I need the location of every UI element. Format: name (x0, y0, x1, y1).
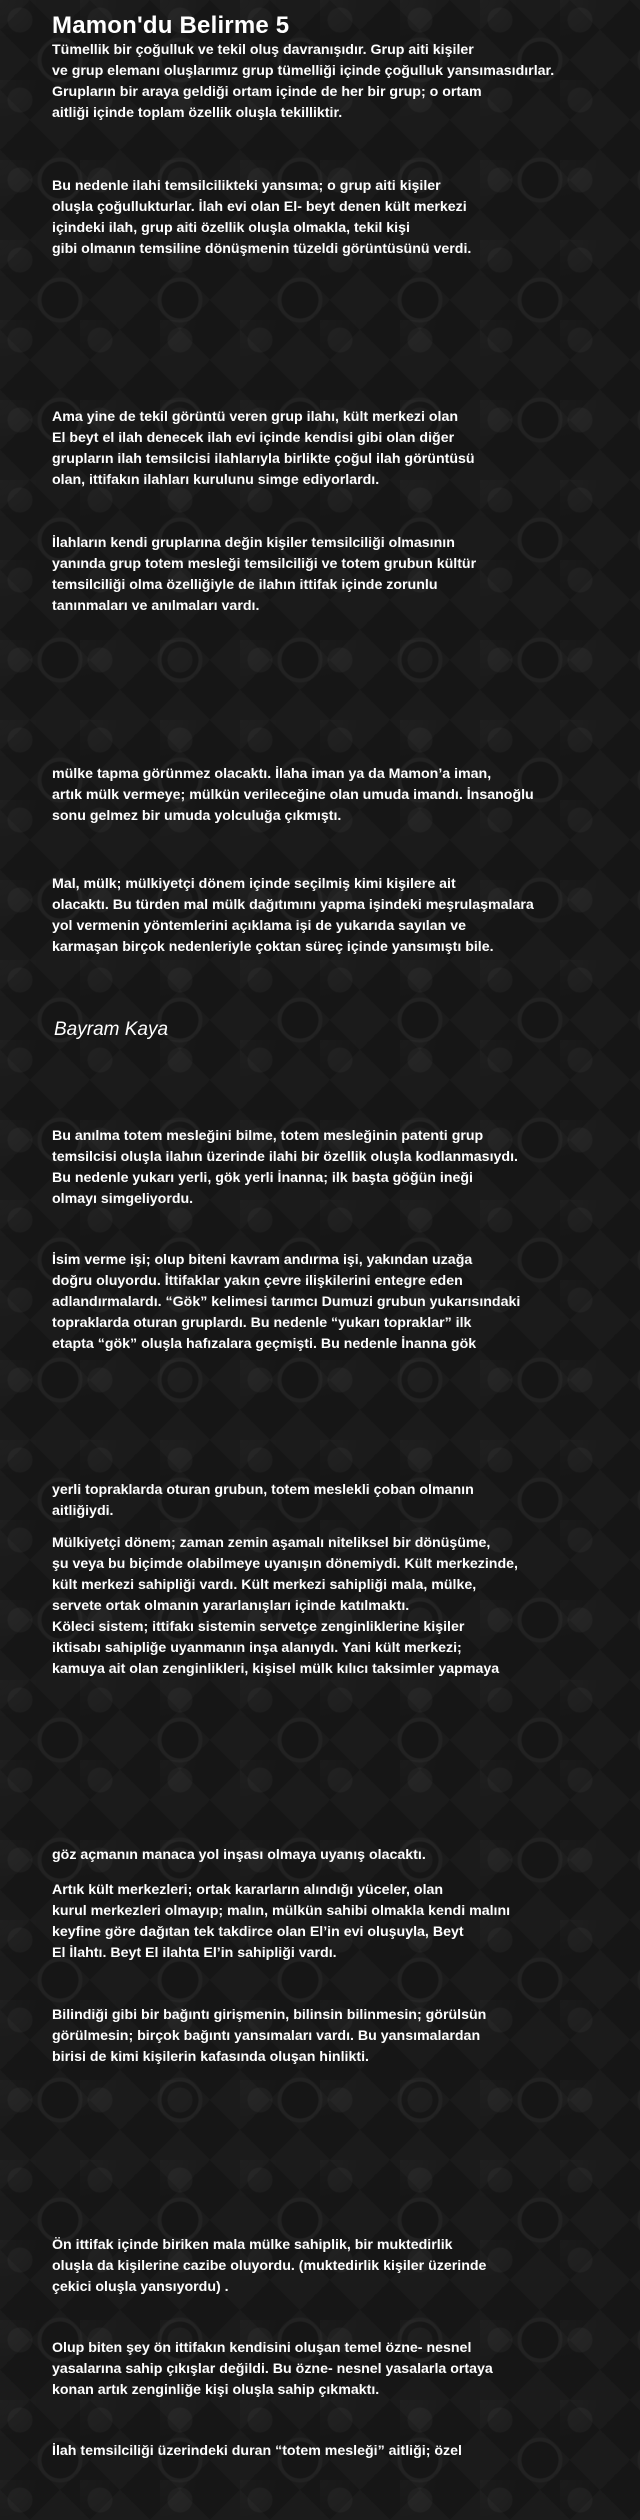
poem-title: Mamon'du Belirme 5 (52, 12, 290, 39)
paragraph-16: İlah temsilciliği üzerindeki duran “totem mesleği” aitliği; özel (52, 2443, 462, 2459)
paragraph-8: İsim verme işi; olup biteni kavram andırma işi, yakından uzağa doğru oluyordu. İttifaklar yakın çevre ilişkilerini entegre eden adlandırmalardı. “Gök” kelimesi tarımcı Dumuzi grubun yukarısındaki topraklarda oturan gruplardı. Bu nedenle “yukarı topraklar” ilk etapta “gök” oluşla hafızalara geçmişti. Bu nedenle İnanna gök (52, 1252, 521, 1352)
paragraph-9: yerli topraklarda oturan grubun, totem meslekli çoban olmanın aitliğiydi. (52, 1482, 474, 1519)
paragraph-11: göz açmanın manaca yol inşası olmaya uyanış olacaktı. (52, 1847, 426, 1863)
author-name: Bayram Kaya (54, 1019, 169, 1040)
paragraph-4: İlahların kendi gruplarına değin kişiler temsilciliği olmasının yanında grup totem mesleği temsilciliği ve totem grubun kültür temsilciliği olma özelliğiyle de ilahın ittifak içinde zorunlu tanınmaları ve anılmaları vardı. (52, 535, 477, 614)
paragraph-10: Mülkiyetçi dönem; zaman zemin aşamalı niteliksel bir dönüşüme, şu veya bu biçimde olabilmeye uyanışın dönemiydi. Kült merkezinde, kült merkezi sahipliği vardı. Kült merkezi sahipliği mala, mülke, servete ortak olmanın yararlanışları içinde katılmaktı. Köleci sistem; ittifakı sistemin servetçe zenginliklerine kişiler iktisabı sahipliğe uyanmanın inşa alanıydı. Yani kült merkezi; kamuya ait olan zenginlikleri, kişisel mülk kılıcı taksimler yapmaya (52, 1535, 518, 1677)
paragraph-13: Bilindiği gibi bir bağıntı girişmenin, bilinsin bilinmesin; görülsün görülmesin; birçok bağıntı yansımaları vardı. Bu yansımalardan birisi de kimi kişilerin kafasında oluşan hinlikti. (52, 2007, 487, 2065)
paragraph-12: Artık kült merkezleri; ortak kararların alındığı yüceler, olan kurul merkezleri olmayıp; malın, mülkün sahibi olmakla kendi malını keyfine göre dağıtan tek takdirce olan El’in evi oluşuyla, Beyt El İlahtı. Beyt El ilahta El’in sahipliği vardı. (52, 1882, 511, 1961)
paragraph-2: Bu nedenle ilahi temsilcilikteki yansıma; o grup aiti kişiler oluşla çoğullukturlar. İlah evi olan El- beyt denen kült merkezi içindeki ilah, grup aiti özellik oluşla olmakla, tekil kişi gibi olmanın temsiline dönüşmenin tüzeldi görüntüsünü verdi. (52, 178, 472, 257)
paragraph-6: Mal, mülk; mülkiyetçi dönem içinde seçilmiş kimi kişilere ait olacaktı. Bu türden mal mülk dağıtımını yapma işindeki meşrulaşmalara yol vermenin yöntemlerini açıklama işi de yukarıda sayılan ve karmaşan birçok nedenleriyle çoktan süreç içinde yansımıştı bile. (52, 876, 534, 955)
paragraph-15: Olup biten şey ön ittifakın kendisini oluşan temel özne- nesnel yasalarına sahip çıkışlar değildi. Bu özne- nesnel yasalarla ortaya konan artık zenginliğe kişi oluşla sahip çıkmaktı. (52, 2340, 493, 2398)
paragraph-3: Ama yine de tekil görüntü veren grup ilahı, kült merkezi olan El beyt el ilah denecek ilah evi içinde kendisi gibi olan diğer grupların ilah temsilcisi ilahlarıyla birlikte çoğul ilah görüntüsü olan, ittifakın ilahları kurulunu simge ediyorlardı. (52, 409, 475, 488)
paragraph-7: Bu anılma totem mesleğini bilme, totem mesleğinin patenti grup temsilcisi oluşla ilahın üzerinde ilahi bir özellik oluşla kodlanmasıydı. Bu nedenle yukarı yerli, gök yerli İnanna; ilk başta göğün ineği olmayı simgeliyordu. (52, 1128, 518, 1207)
paragraph-1: Tümellik bir çoğulluk ve tekil oluş davranışıdır. Grup aiti kişiler ve grup elemanı oluşlarımız grup tümelliği içinde çoğulluk yansımasıdırlar. Grupların bir araya geldiği ortam içinde de her bir grup; o ortam aitliği içinde toplam özellik oluşla tekilliktir. (52, 42, 555, 121)
paragraph-5: mülke tapma görünmez olacaktı. İlaha iman ya da Mamon’a iman, artık mülk vermeye; mülkün verileceğine olan umuda imandı. İnsanoğlu sonu gelmez bir umuda yolculuğa çıkmıştı. (52, 766, 534, 824)
paragraph-14: Ön ittifak içinde biriken mala mülke sahiplik, bir muktedirlik oluşla da kişilerine cazibe oluyordu. (muktedirlik kişiler üzerinde çekici oluşla yansıyordu) . (52, 2237, 487, 2295)
